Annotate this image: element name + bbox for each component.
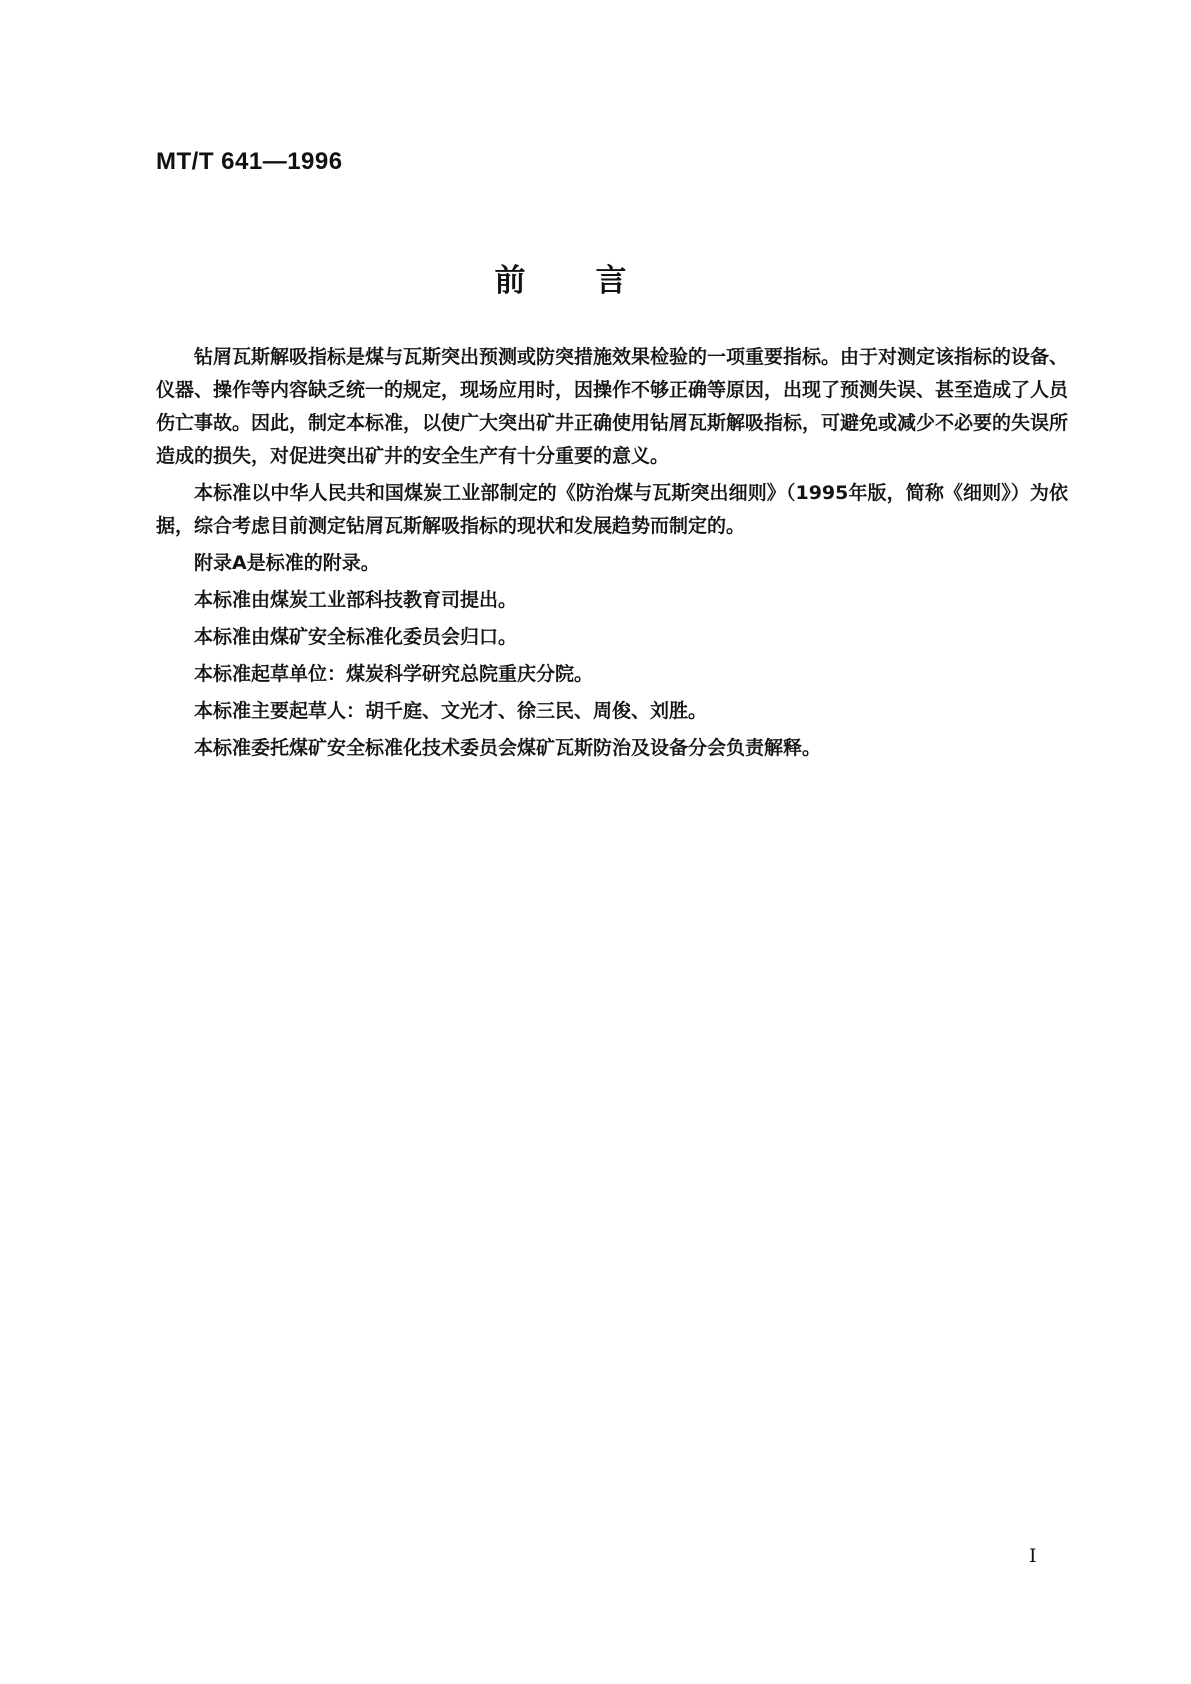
foreword-content xyxy=(156,341,1068,765)
paragraph-2: 本标准以中华人民共和国煤炭工业部制定的《防治煤与瓦斯突出细则》（1995年版，简称《细则》）为依据，综合考虑目前测定钻屑瓦斯解吸指标的现状和发展趋势而制定的。 xyxy=(156,482,1068,537)
paragraph-8: 本标准委托煤矿安全标准化技术委员会煤矿瓦斯防治及设备分会负责解释。 xyxy=(194,737,822,759)
paragraph-5: 本标准由煤矿安全标准化委员会归口。 xyxy=(194,626,518,648)
paragraph-4: 本标准由煤炭工业部科技教育司提出。 xyxy=(194,589,518,611)
paragraph-7: 本标准主要起草人：胡千庭、文光才、徐三民、周俊、刘胜。 xyxy=(194,700,708,722)
document-id: MT/T 641—1996 xyxy=(156,148,343,175)
paragraph-1: 钻屑瓦斯解吸指标是煤与瓦斯突出预测或防突措施效果检验的一项重要指标。由于对测定该指标的设备、仪器、操作等内容缺乏统一的规定，现场应用时，因操作不够正确等原因，出现了预测失误、甚至造成了人员伤亡事故。因此，制定本标准，以使广大突出矿井正确使用钻屑瓦斯解吸指标，可避免或减少不必要的失误所造成的损失，对促进突出矿井的安全生产有十分重要的意义。 xyxy=(156,346,1069,467)
page-title: 前言 xyxy=(494,263,697,299)
paragraph-6: 本标准起草单位：煤炭科学研究总院重庆分院。 xyxy=(194,663,594,685)
paragraph-3: 附录A是标准的附录。 xyxy=(194,552,380,574)
page-number: I xyxy=(1029,1545,1037,1567)
